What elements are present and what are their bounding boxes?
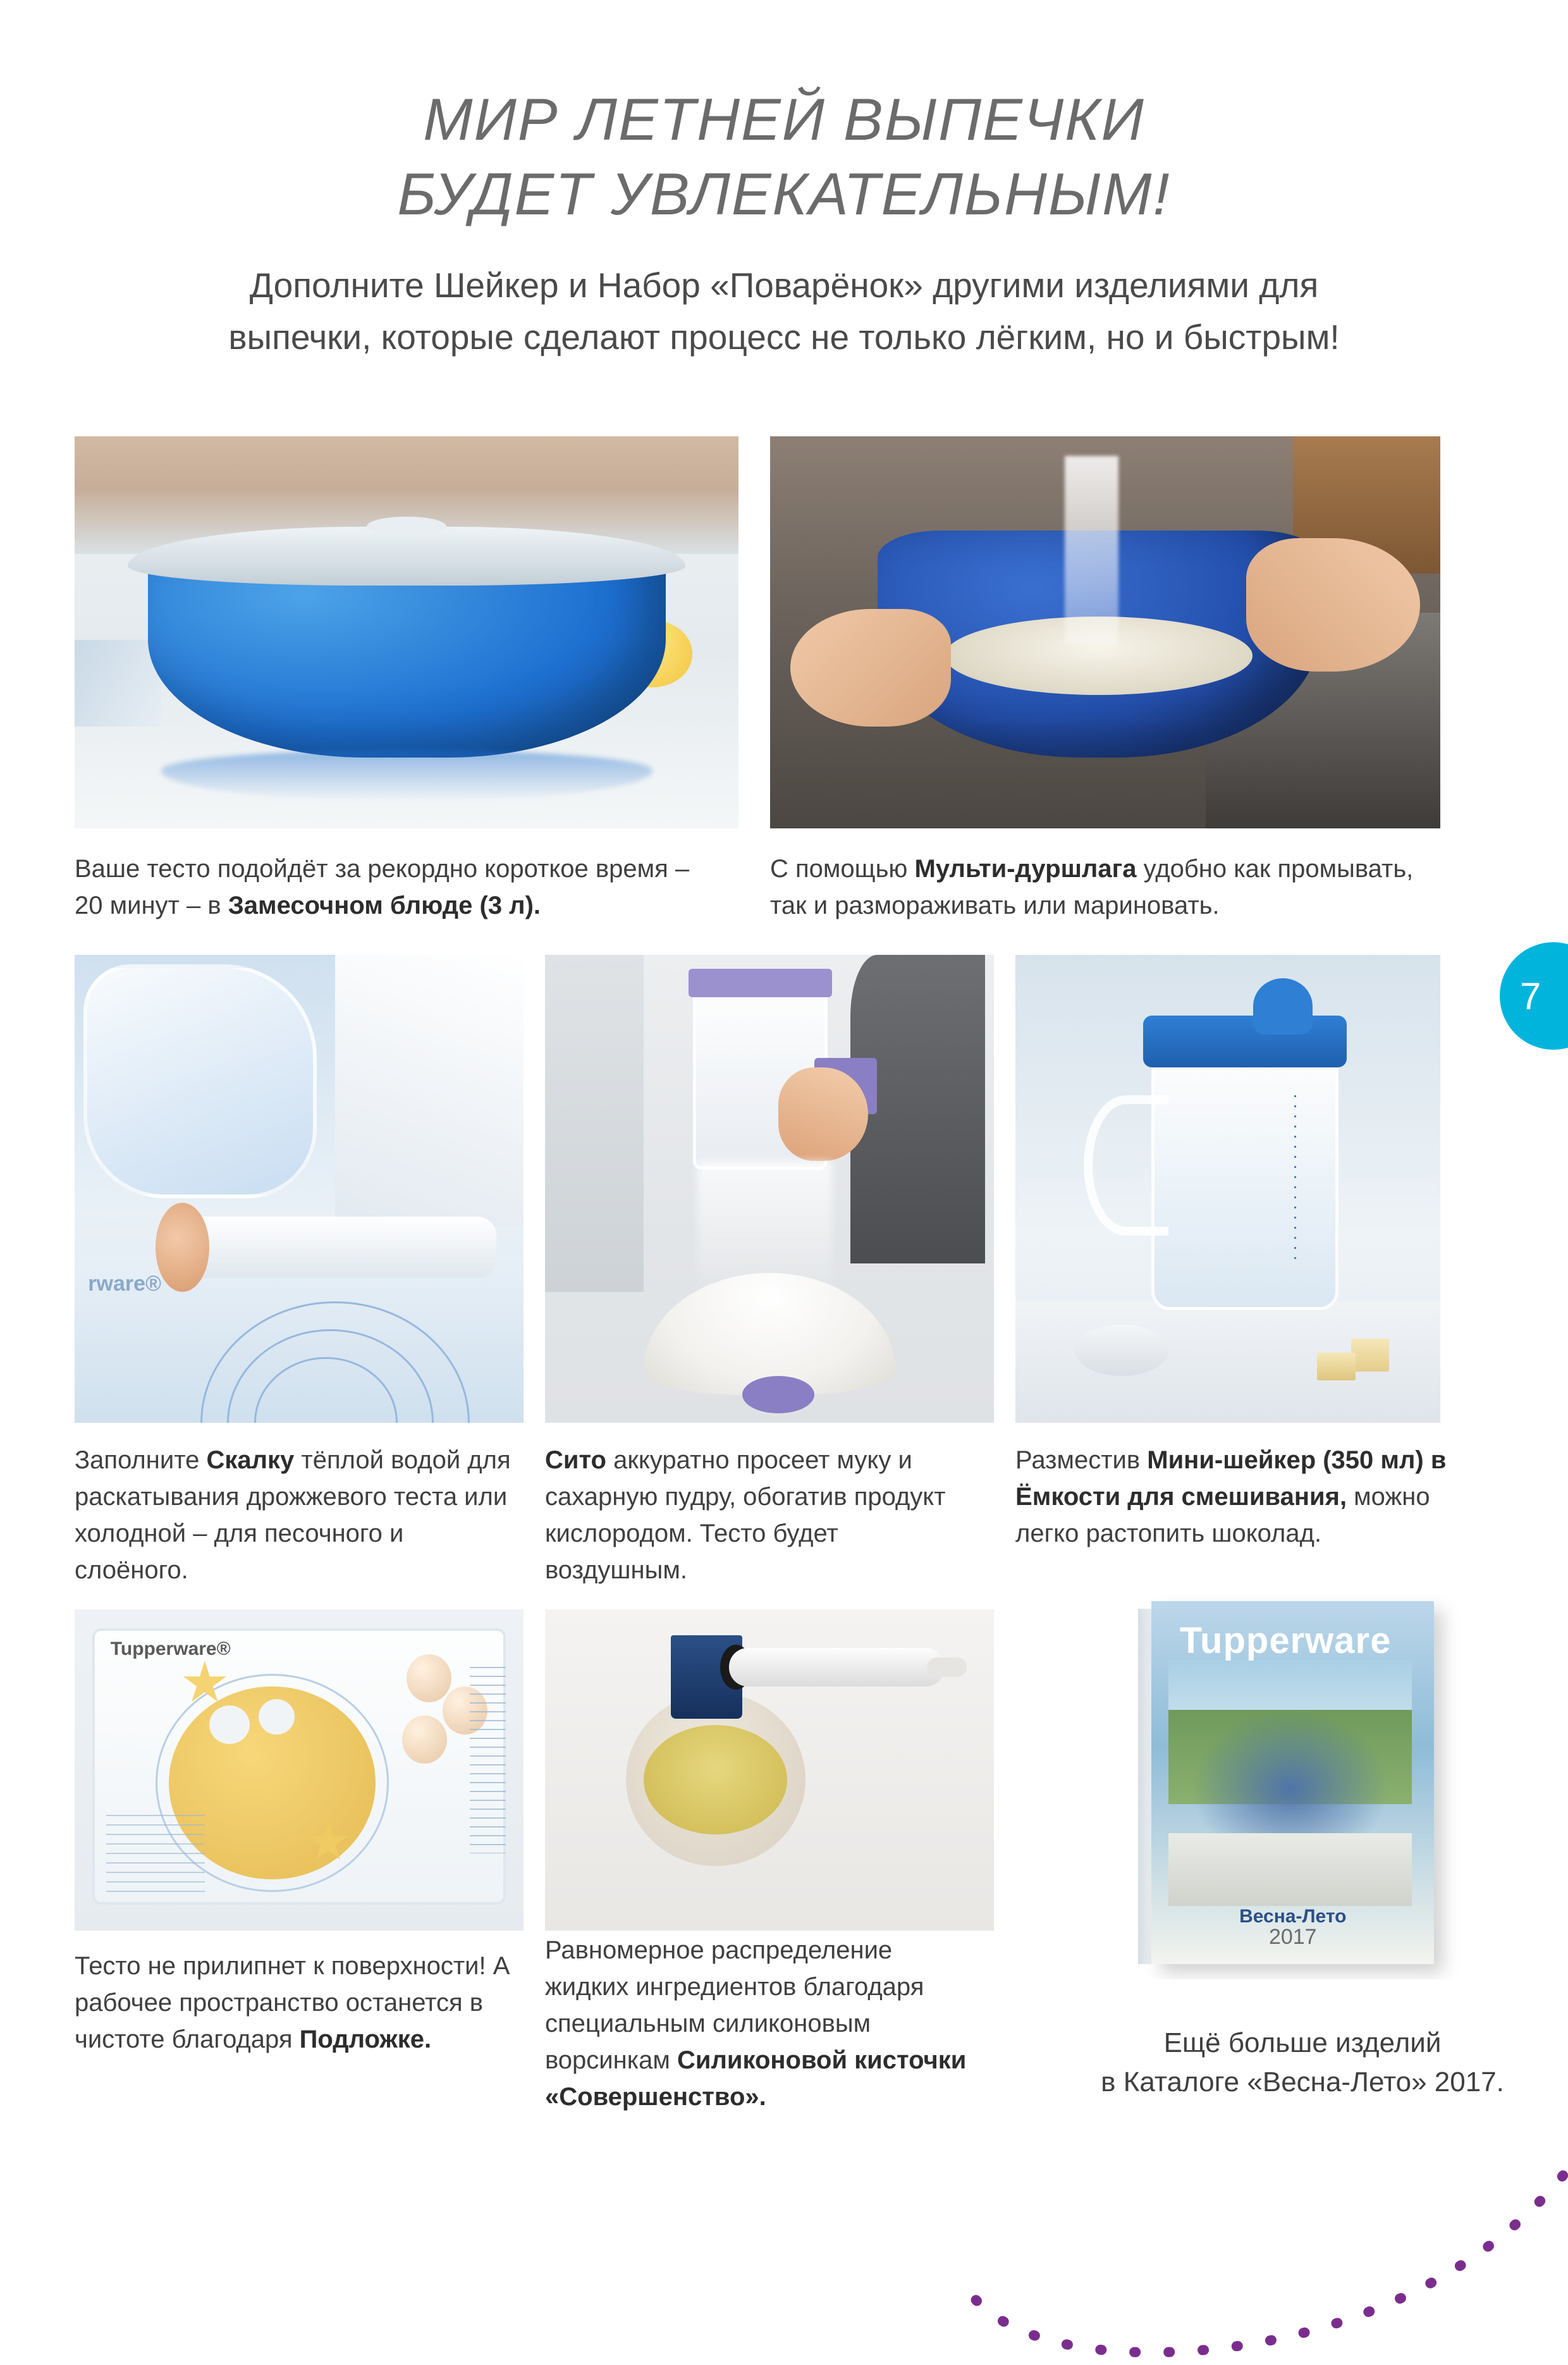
- caption-text-tail: удобно как промывать, так и размораживать или мариновать.: [770, 855, 1414, 919]
- caption-multi-durshlag: [770, 851, 1453, 924]
- headline-line-1: МИР ЛЕТНЕЙ ВЫПЕЧКИ: [423, 86, 1145, 152]
- caption-mini-sheyker: [1015, 1442, 1458, 1552]
- brand-logo: Tupperware®: [110, 1638, 231, 1659]
- photo-sito: [545, 955, 994, 1423]
- mat-scale-decor: [106, 1815, 205, 1898]
- hand-decor: [790, 609, 951, 727]
- caption-text: Тесто не прилипнет к поверхности! А рабочее пространство останется в чистоте благодаря: [75, 1952, 510, 2053]
- caption-text-tail: можно легко растопить шоколад.: [1015, 1483, 1430, 1547]
- hand-decor: [1246, 538, 1421, 672]
- catalogue-book: [1151, 1601, 1434, 1963]
- mat-scale-decor: [470, 1667, 506, 1853]
- chocolate-piece-decor: [1317, 1353, 1355, 1380]
- caption-text: Заполните: [75, 1446, 207, 1474]
- page-subtitle: Дополните Шейкер и Набор «Поварёнок» другими изделиями для выпечки, которые сделают процесс не только лёгким, но и быстрым!: [228, 266, 1340, 357]
- cutout-decor: [259, 1699, 295, 1735]
- caption-emphasis: Скалку: [206, 1446, 295, 1474]
- caption-text-tail: аккуратно просеет муку и сахарную пудру, обогатив продукт кислородом. Тесто будет воздушным.: [545, 1446, 946, 1584]
- caption-emphasis: Замесочном блюде (3 л).: [228, 892, 541, 919]
- sifter-lid-decor: [689, 969, 832, 997]
- water-stream-decor: [1065, 456, 1118, 644]
- page-number-badge: 7: [1500, 942, 1568, 1050]
- wall-decor: [545, 955, 644, 1292]
- page-title: [0, 82, 1568, 231]
- caption-zamesochnoe-blyudo: [75, 851, 720, 924]
- photo-mini-sheyker: [1015, 955, 1440, 1423]
- headline-line-2: БУДЕТ УВЛЕКАТЕЛЬНЫМ!: [397, 161, 1171, 227]
- jug-spout-decor: [1253, 978, 1313, 1035]
- caption-text: С помощью: [770, 855, 915, 883]
- caption-text: Разместив: [1015, 1446, 1148, 1474]
- photo-silikonovaya-kistochka: [545, 1609, 994, 1931]
- reflection-decor: [161, 750, 652, 801]
- towel-decor: [75, 640, 161, 726]
- hand-decor: [778, 1067, 868, 1161]
- caption-podlozhka: [75, 1948, 517, 2058]
- lid-knob-decor: [367, 517, 446, 536]
- measuring-jug-product: [1151, 1058, 1338, 1311]
- mini-shaker-base-product: [1075, 1325, 1168, 1376]
- catalogue-promo-text: [1062, 2024, 1543, 2102]
- cover-table-decor: [1168, 1833, 1412, 1906]
- brand-watermark: rware®: [88, 1272, 162, 1296]
- cutout-decor: [209, 1705, 250, 1744]
- jug-handle-decor: [1084, 1095, 1168, 1236]
- measure-scale-decor: [1294, 1095, 1296, 1263]
- photo-skalka: [75, 955, 524, 1423]
- water-jug-decor: [83, 964, 317, 1198]
- rolling-pin-cap-decor: [156, 1203, 209, 1292]
- sleeve-decor: [335, 955, 524, 1226]
- photo-catalogue-cover: [1132, 1594, 1461, 1979]
- catalogue-brand-title: Tupperware: [1179, 1619, 1392, 1661]
- caption-skalka: [75, 1442, 517, 1588]
- catalogue-season: Весна-Лето: [1239, 1906, 1347, 1927]
- chocolate-piece-decor: [1351, 1339, 1389, 1372]
- caption-text: Равномерное распределение жидких ингредиентов благодаря специальным силиконовым ворсинкам: [545, 1936, 924, 2074]
- caption-emphasis: Мини-шейкер (350 мл) в Ёмкости для смешивания,: [1015, 1446, 1447, 1511]
- oil-decor: [644, 1725, 787, 1834]
- cover-family-decor: [1191, 1710, 1389, 1840]
- caption-emphasis: Мульти-дуршлага: [914, 855, 1137, 883]
- promo-line-1: Ещё больше изделий: [1163, 2027, 1442, 2058]
- photo-podlozhka: [75, 1609, 524, 1931]
- brush-handle-product: [729, 1648, 945, 1686]
- handle-hole-decor: [927, 1657, 967, 1676]
- promo-line-2: в Каталоге «Весна-Лето» 2017.: [1101, 2067, 1504, 2098]
- caption-text: Ваше тесто подойдёт за рекордно короткое время – 20 минут – в: [75, 855, 690, 919]
- jug-lid-product: [1143, 1016, 1347, 1067]
- caption-text-tail: тёплой водой для раскатывания дрожжевого теста или холодной – для песочного и слоёного.: [75, 1446, 511, 1584]
- egg-decor: [402, 1716, 447, 1764]
- photo-zamesochnoe-blyudo: [75, 436, 738, 828]
- catalogue-year: 2017: [1268, 1924, 1317, 1949]
- caption-emphasis: Подложке.: [299, 2025, 432, 2053]
- sifter-base-lid-decor: [742, 1376, 814, 1413]
- caption-silikonovaya-kistochka: [545, 1932, 975, 2115]
- caption-sito: [545, 1442, 981, 1588]
- caption-emphasis: Силиконовой кисточки «Совершенство».: [545, 2046, 967, 2111]
- caption-emphasis: Сито: [545, 1446, 606, 1474]
- rolling-pin-product: [182, 1217, 496, 1277]
- photo-multi-durshlag: [770, 436, 1440, 828]
